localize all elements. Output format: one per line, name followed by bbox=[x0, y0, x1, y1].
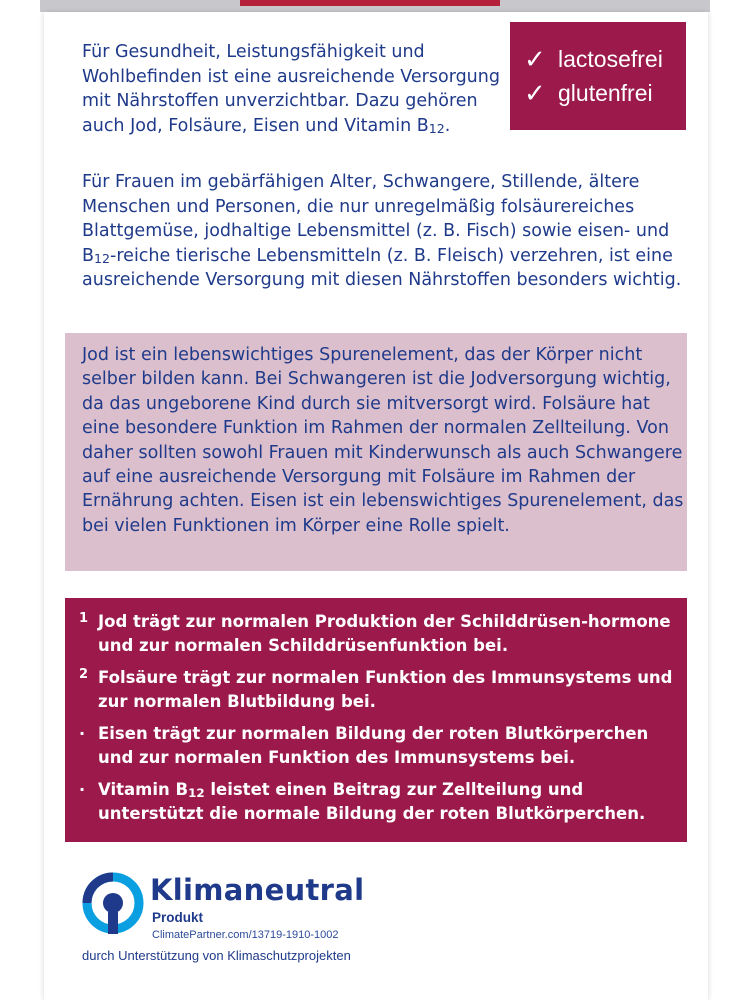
checkmark-icon: ✓ bbox=[524, 77, 546, 108]
climate-partner-logo-icon bbox=[82, 872, 144, 934]
claim-text: Folsäure trägt zur normalen Funktion des Immunsystems und zur normalen Blutbildung bei. bbox=[98, 668, 673, 711]
klimaneutral-title: Klimaneutral bbox=[150, 873, 365, 907]
intro-paragraph-2: Für Frauen im gebärfähigen Alter, Schwangere, Stillende, ältere Menschen und Personen, die nur unregelmäßig folsäurereiches Blattgemüse, jodhaltige Lebensmittel (z. B. Fisch) sowie eisen- und $B_{12}$-reiche tierische Lebensmitteln (z. B. Fleisch) verzehren, ist eine ausreichende Versorgung mit diesen Nährstoffen besonders wichtig. bbox=[82, 172, 682, 290]
nutrient-info-text: Jod ist ein lebenswichtiges Spurenelement, das der Körper nicht selber bilden kann. Bei Schwangeren ist die Jodversorgung wichtig, da das ungeborene Kind durch sie mitversorgt wird. Folsäure hat eine besondere Funktion im Rahmen der normalen Zellteilung. Von daher sollten sowohl Frauen mit Kinderwunsch als auch Schwangere auf eine ausreichende Versorgung mit Folsäure im Rahmen der Ernährung achten. Eisen ist ein lebenswichtiges Spurenelement, das bei vielen Funktionen im Körper eine Rolle spielt. bbox=[82, 345, 684, 536]
badge-item-lactosefrei: ✓ lactosefrei bbox=[524, 43, 663, 74]
klimaneutral-caption: durch Unterstützung von Klimaschutzprojekten bbox=[82, 948, 351, 963]
claim-footnote-marker: 2 bbox=[79, 667, 89, 682]
claim-text: Vitamin $B_{12}$ leistet einen Beitrag zur Zellteilung und unterstützt die normale Bildung der roten Blutkörperchen. bbox=[98, 780, 646, 823]
badge-item-glutenfrei: ✓ glutenfrei bbox=[524, 77, 653, 108]
package-top-print bbox=[240, 0, 500, 6]
claim-text: Eisen trägt zur normalen Bildung der roten Blutkörperchen und zur normalen Funktion des Immunsystems bei. bbox=[98, 724, 649, 767]
claim-eisen bbox=[79, 722, 679, 769]
claim-footnote-marker: 1 bbox=[79, 611, 89, 626]
claim-text: Jod trägt zur normalen Produktion der Schilddrüsen-hormone und zur normalen Schilddrüsenfunktion bei. bbox=[98, 612, 671, 655]
checkmark-icon: ✓ bbox=[524, 43, 546, 74]
claim-jod bbox=[79, 610, 679, 657]
nutrient-info-box bbox=[65, 333, 687, 571]
free-from-badge bbox=[510, 22, 686, 130]
package-top-edge bbox=[40, 0, 710, 12]
climate-partner-url: ClimatePartner.com/13719-1910-1002 bbox=[152, 929, 339, 941]
claim-bullet: · bbox=[79, 780, 86, 799]
klimaneutral-subtitle: Produkt bbox=[152, 910, 204, 925]
claim-bullet: · bbox=[79, 724, 86, 743]
health-claims-box bbox=[65, 598, 687, 842]
intro-paragraph-1: Für Gesundheit, Leistungsfähigkeit und Wohlbefinden ist eine ausreichende Versorgung mit Nährstoffen unverzichtbar. Dazu gehören auch Jod, Folsäure, Eisen und Vitamin $B_{12}$. bbox=[82, 42, 500, 136]
claim-vitamin-b12 bbox=[79, 778, 679, 825]
claim-folsaeure bbox=[79, 666, 679, 713]
